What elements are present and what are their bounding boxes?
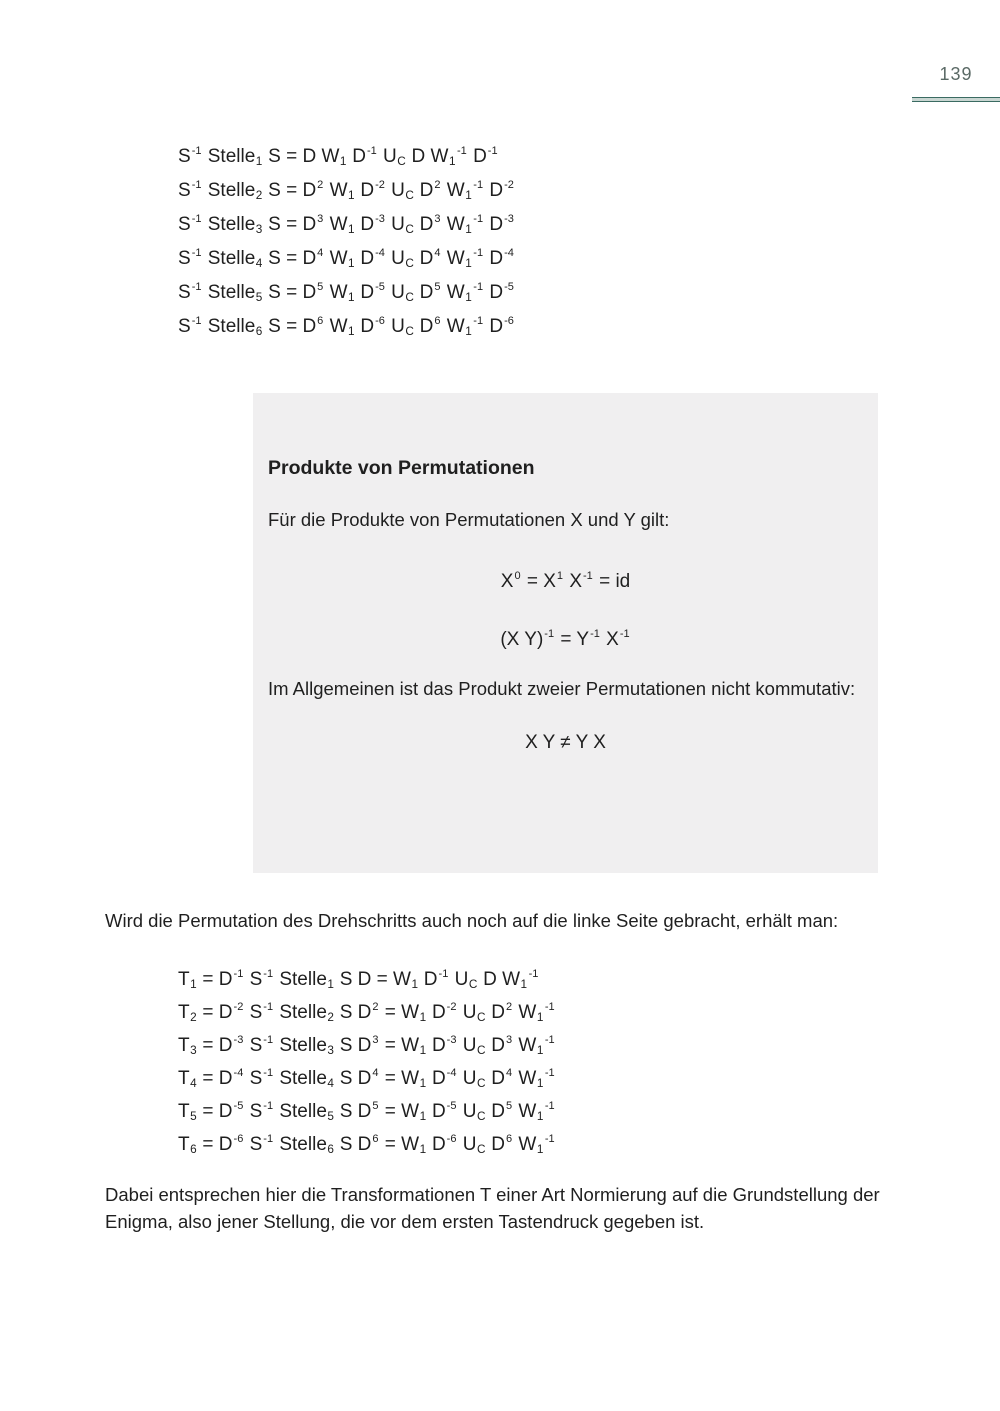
identity-formula: $X^0 = X^1$ $X^{-1}$ = id [500,569,631,592]
t-equation-row: $T_4 = D^{-4}$ $S^{-1}$ Stelle$_4$ S $D^4 = W_1$ $D^{-4}$ $U_C$ $D^4$ $W_1^{-1}$ [178,1066,555,1090]
stelle-equation-row: $S^{-1}$ Stelle$_2$ $S = D^2$ $W_1$ $D^{-2}$ $U_C$ $D^2$ $W_1^{-1}$ $D^{-2}$ [178,178,514,202]
normierung-paragraph: Dabei entsprechen hier die Transformationen T einer Art Normierung auf die Grundstellung der Enigma, also jener Stellung, die vor dem ersten Tastendruck gegeben ist. [105,1184,880,1232]
drehschritt-paragraph: Wird die Permutation des Drehschritts auch noch auf die linke Seite gebracht, erhält man: [105,910,839,931]
t-equation-row: $T_5 = D^{-5}$ $S^{-1}$ Stelle$_5$ S $D^5 = W_1$ $D^{-5}$ $U_C$ $D^5$ $W_1^{-1}$ [178,1099,555,1123]
stelle-equation-row: $S^{-1}$ Stelle$_4$ $S = D^4$ $W_1$ $D^{-4}$ $U_C$ $D^4$ $W_1^{-1}$ $D^{-4}$ [178,246,514,270]
stelle-equation-row: $S^{-1}$ Stelle$_6$ $S = D^6$ $W_1$ $D^{-6}$ $U_C$ $D^6$ $W_1^{-1}$ $D^{-6}$ [178,314,514,338]
info-box-title: Produkte von Permutationen [268,457,535,479]
stelle-equation-row: $S^{-1}$ Stelle$_1$ S = D $W_1$ $D^{-1}$ $U_C$ D $W_1^{-1}$ $D^{-1}$ [178,144,498,168]
stelle-equation-row: $S^{-1}$ Stelle$_3$ $S = D^3$ $W_1$ $D^{-3}$ $U_C$ $D^3$ $W_1^{-1}$ $D^{-3}$ [178,212,514,236]
info-box-intro: Für die Produkte von Permutationen X und Y gilt: [268,509,670,530]
t-equation-row: $T_1 = D^{-1}$ $S^{-1}$ Stelle$_1$ S $D = W_1$ $D^{-1}$ $U_C$ D $W_1^{-1}$ [178,967,539,991]
stelle-equation-block [178,140,515,344]
info-box [253,393,878,873]
t-equation-block [178,963,556,1161]
t-equation-row: $T_2 = D^{-2}$ $S^{-1}$ Stelle$_2$ S $D^2 = W_1$ $D^{-2}$ $U_C$ $D^2$ $W_1^{-1}$ [178,1000,555,1024]
t-equation-row: $T_3 = D^{-3}$ $S^{-1}$ Stelle$_3$ S $D^3 = W_1$ $D^{-3}$ $U_C$ $D^3$ $W_1^{-1}$ [178,1033,555,1057]
header-rule [912,97,1000,102]
page-number: 139 [939,64,973,84]
noncommutative-formula: X Y ≠ Y X [525,732,606,753]
stelle-equation-row: $S^{-1}$ Stelle$_5$ $S = D^5$ $W_1$ $D^{-5}$ $U_C$ $D^5$ $W_1^{-1}$ $D^{-5}$ [178,280,514,304]
t-equation-row: $T_6 = D^{-6}$ $S^{-1}$ Stelle$_6$ S $D^6 = W_1$ $D^{-6}$ $U_C$ $D^6$ $W_1^{-1}$ [178,1132,555,1156]
info-box-note: Im Allgemeinen ist das Produkt zweier Permutationen nicht kommutativ: [268,678,856,699]
inverse-formula: (X $Y)^{-1} = Y^{-1}$ $X^{-1}$ [500,627,630,650]
